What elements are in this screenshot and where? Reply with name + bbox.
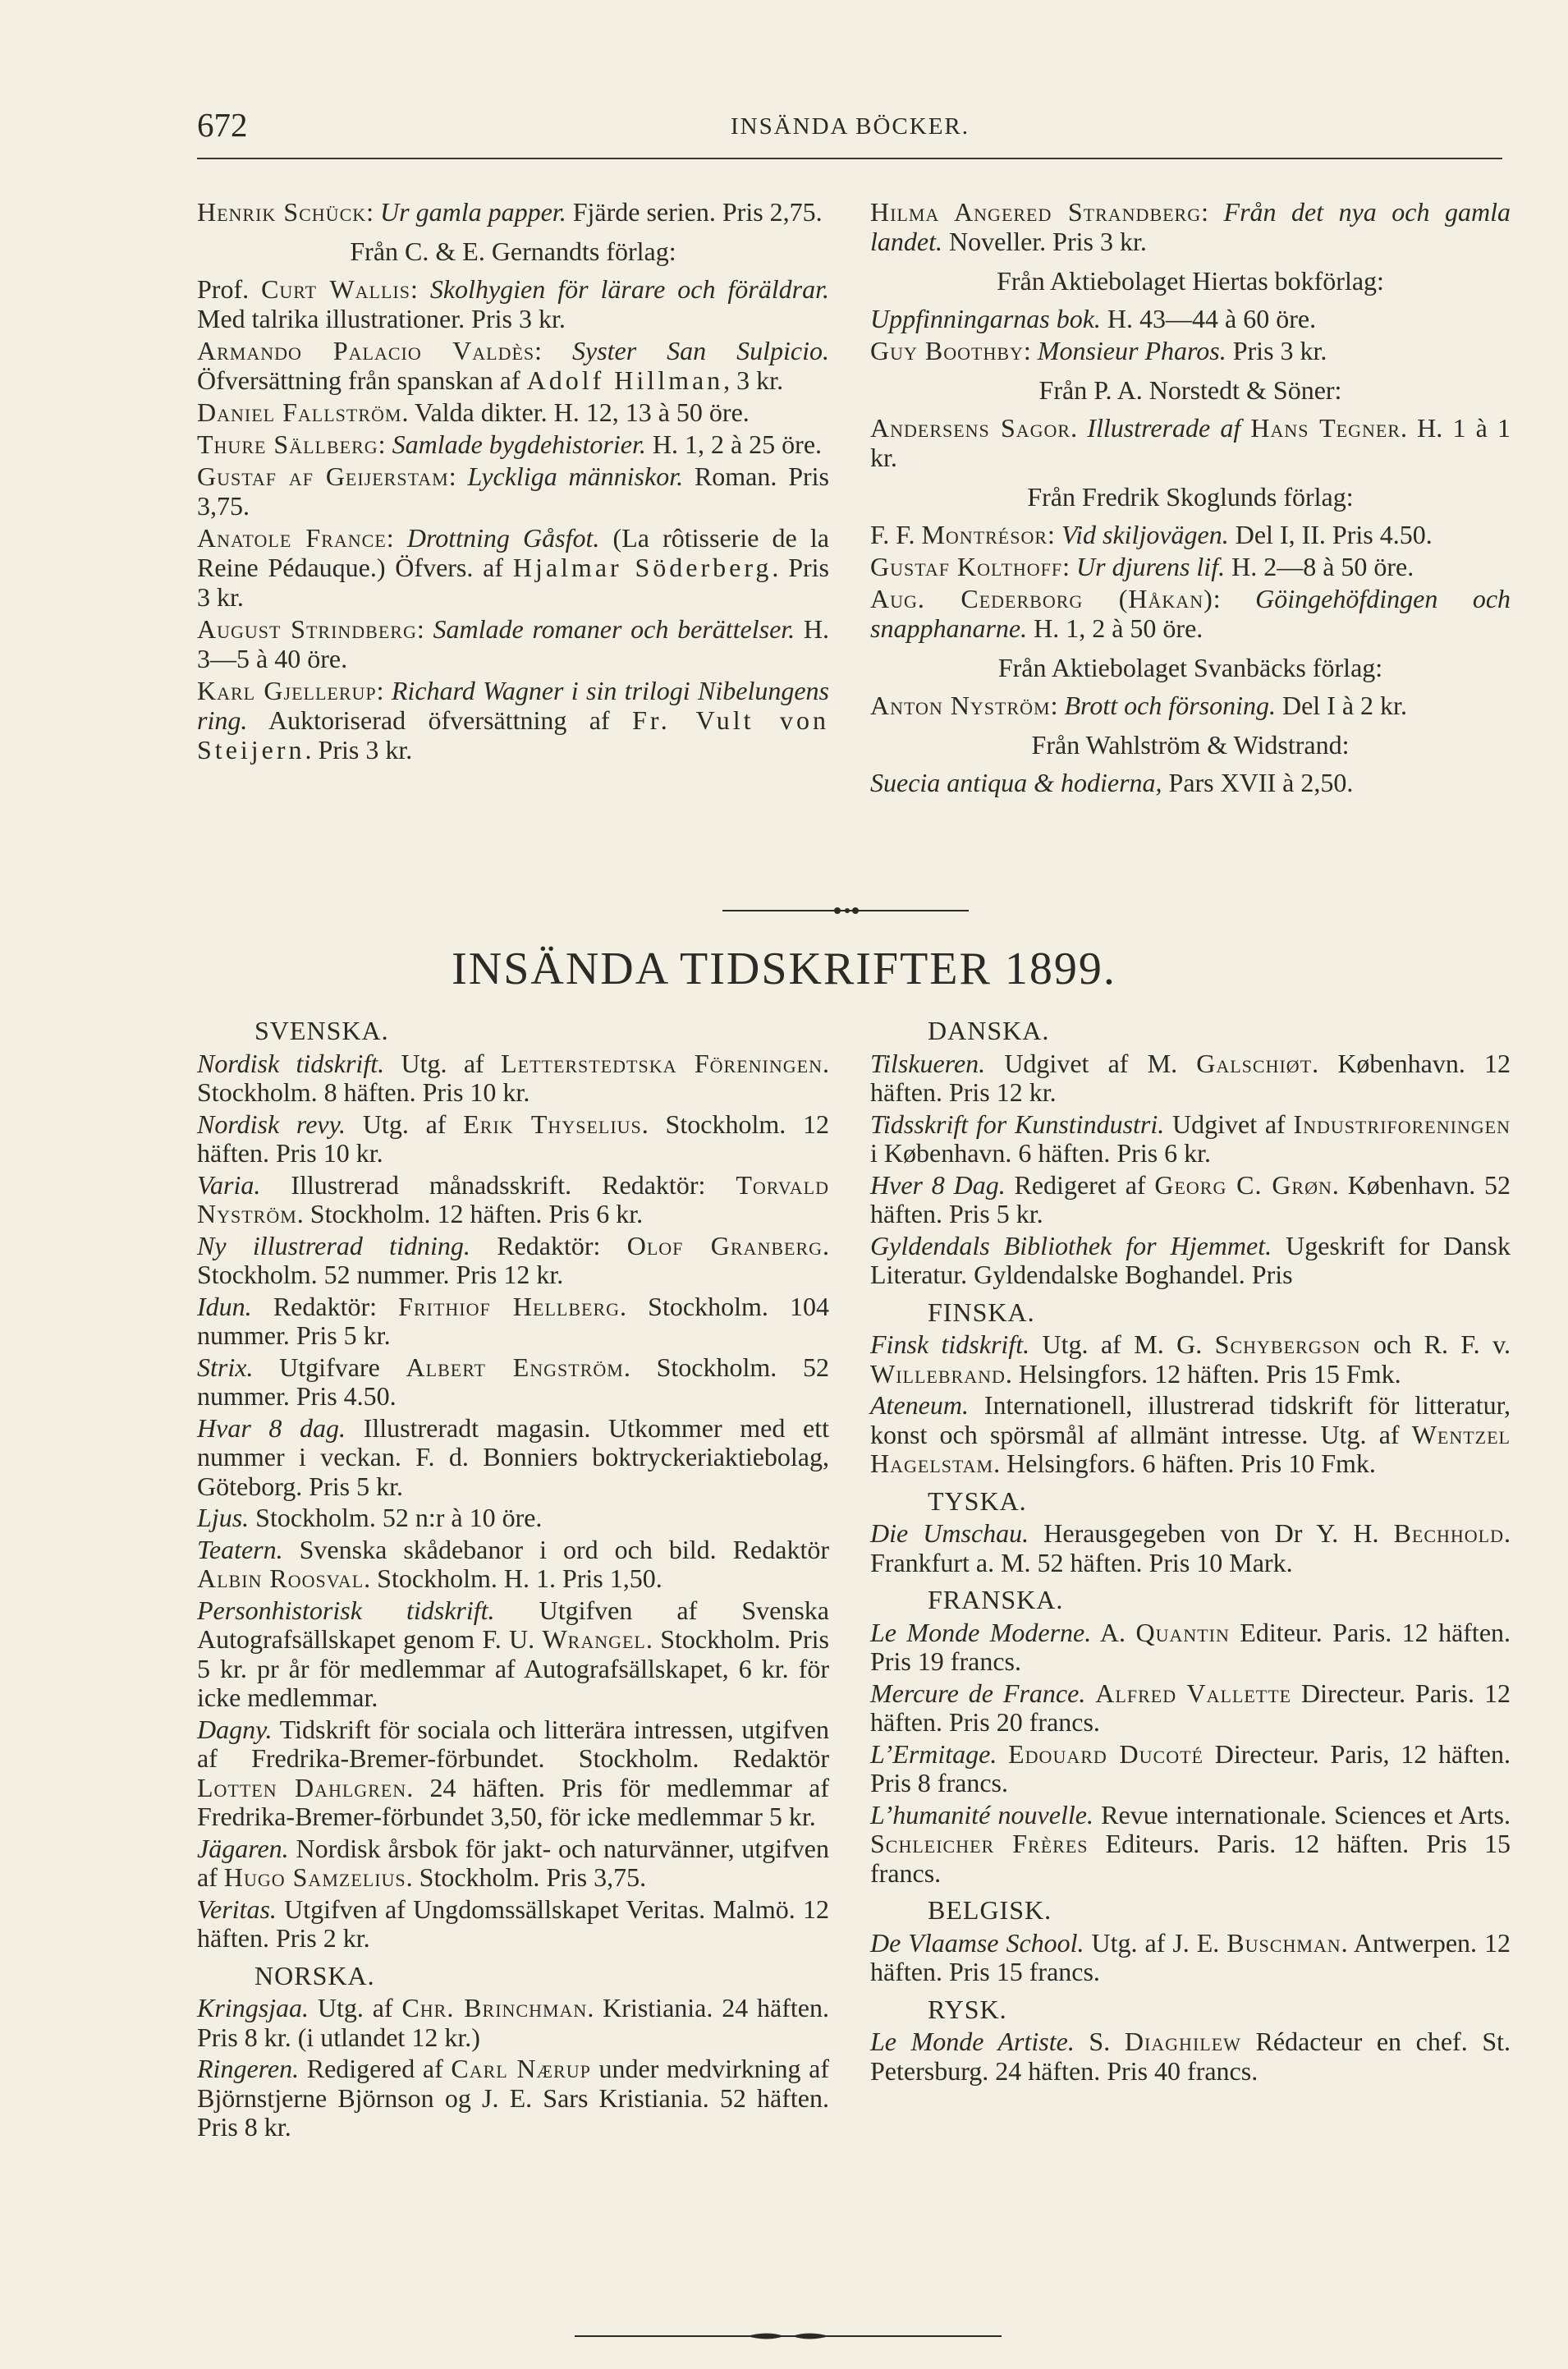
entry-text: Redigered af (299, 2054, 452, 2083)
book-entry (870, 552, 1511, 581)
entry-text: och R. F. v. (1360, 1329, 1511, 1359)
journal-entry (197, 1414, 829, 1502)
author-name: Albert Engström (406, 1352, 624, 1382)
author-name: Anatole France (197, 523, 387, 553)
journal-entry (197, 1504, 829, 1533)
work-title: Monsieur Pharos. (1037, 336, 1226, 365)
book-entry (870, 768, 1511, 797)
entry-text: : (376, 676, 392, 705)
entry-text: . København. 52 häften. Pris 5 kr. (870, 1169, 1511, 1228)
journals-column-right (870, 1008, 1511, 2088)
author-name: Bechhold (1393, 1518, 1505, 1548)
entry-text: : (416, 614, 433, 644)
author-name: Albin Roosval (197, 1563, 364, 1593)
entry-text: Utg. af (309, 1993, 402, 2022)
author-name: Quantin (1135, 1617, 1230, 1647)
entry-text: Redigeret af (1005, 1169, 1155, 1200)
work-title: L’humanité nouvelle. (870, 1799, 1093, 1830)
entry-text: . Stockholm. 52 nummer. Pris 4.50. (197, 1352, 829, 1411)
entry-text: Öfversättning från spanskan af (197, 365, 527, 395)
author-name: Carl Nærup (451, 2054, 591, 2083)
entry-text: Utg. af J. E. (1084, 1927, 1227, 1958)
author-name: Curt Wallis (261, 274, 410, 304)
work-title: Veritas. (197, 1894, 277, 1924)
entry-text: Illustreradt magasin. Utkommer med ett nummer i veckan. F. d. Bonniers boktryckeriaktiebolag, Göteborg. Pris 5 kr. (197, 1412, 829, 1501)
author-name: Schybergson (1214, 1329, 1361, 1359)
work-title: Jägaren. (197, 1833, 289, 1863)
work-title: Samlade romaner och berättelser. (433, 614, 795, 644)
entry-text: A. (1091, 1617, 1136, 1647)
entry-text: : (1213, 584, 1256, 613)
work-title: Strix. (197, 1352, 254, 1382)
book-entry (870, 336, 1511, 365)
section-heading: INSÄNDA TIDSKRIFTER 1899. (452, 943, 1116, 994)
entry-text: Auktoriserad öfversättning af (247, 705, 633, 735)
country-heading: TYSKA. (928, 1485, 1027, 1516)
entry-text: . Valda dikter. H. 12, 13 à 50 öre. (401, 397, 750, 427)
publisher-heading: Från Aktiebolaget Svanbäcks förlag: (997, 653, 1383, 682)
country-heading: FRANSKA. (928, 1585, 1064, 1614)
author-name: Gustaf Kolthoff (870, 552, 1063, 581)
entry-text: , 3 kr. (723, 365, 784, 395)
author-name: Anton Nyström (870, 691, 1051, 720)
author-name: Henrik Schück (197, 197, 367, 227)
entry-text: S. (1074, 2027, 1125, 2056)
entry-text: . 24 häften. Pris för medlemmar af Fredrika-Bremer-förbundet 3,50, för icke medlemmar 5 kr. (197, 1772, 830, 1831)
country-heading: BELGISK. (928, 1895, 1052, 1925)
country-heading: FINSKA. (928, 1297, 1035, 1327)
work-title: Samlade bygdehistorier. (392, 429, 646, 459)
entry-text: Stockholm. 52 n:r à 10 öre. (249, 1503, 543, 1532)
work-title: Teatern. (197, 1534, 283, 1564)
journal-entry (870, 1232, 1511, 1290)
entry-text: under medvirkning af Björnstjerne Björnson og J. E. Sars Kristiania. 52 häften. Pris 8 kr. (197, 2054, 830, 2142)
running-header (197, 105, 1502, 145)
author-name: Galschiøt (1196, 1048, 1313, 1078)
translator-name: Fr. Vult von Steijern (197, 705, 829, 764)
author-name: Guy Boothby (870, 336, 1024, 365)
author-name: Aug. Cederborg (Håkan) (870, 584, 1213, 613)
end-ornament (575, 2328, 1002, 2344)
journal-entry (870, 1171, 1511, 1229)
work-title: Illustrerade af (1087, 413, 1241, 443)
entry-text (1240, 413, 1250, 443)
entry-text: Fjärde serien. Pris 2,75. (566, 197, 823, 227)
work-title: Richard Wagner i sin trilogi Nibelungens ring. (197, 676, 829, 735)
journal-entry (870, 1801, 1511, 1889)
entry-text: Med talrika illustrationer. Pris 3 kr. (197, 304, 566, 333)
entry-text: : (1201, 197, 1224, 227)
entry-text: . Helsingfors. 6 häften. Pris 10 Fmk. (993, 1448, 1376, 1478)
journal-entry (197, 1171, 829, 1229)
entry-text: H. 1, 2 à 50 öre. (1027, 613, 1204, 643)
book-entry (197, 429, 829, 459)
work-title: Tilskueren. (870, 1048, 986, 1078)
running-title: INSÄNDA BÖCKER. (731, 113, 970, 140)
books-column-right (870, 197, 1511, 800)
entry-text: Pris 3 kr. (1226, 336, 1327, 365)
entry-text: Utg. af (346, 1109, 464, 1139)
work-title: Lyckliga människor. (467, 461, 684, 491)
author-name: Diaghilew (1124, 2027, 1241, 2056)
entry-text: : (1062, 552, 1077, 581)
work-title: Mercure de France. (870, 1678, 1086, 1708)
work-title: De Vlaamse School. (870, 1927, 1084, 1958)
entry-text: : (1023, 336, 1038, 365)
author-name: Industriforeningen (1293, 1109, 1511, 1139)
author-name: Hugo Samzelius (223, 1862, 406, 1892)
author-name: Edouard Ducoté (1008, 1738, 1204, 1769)
entry-text (1085, 1678, 1095, 1708)
translator-name: Adolf Hillman (526, 365, 724, 395)
work-title: Idun. (197, 1291, 252, 1321)
entry-text: . Stockholm. 104 nummer. Pris 5 kr. (197, 1291, 830, 1350)
work-title: Personhistorisk tidskrift. (197, 1595, 495, 1625)
entry-text: Utg. af M. G. (1029, 1329, 1215, 1359)
journal-entry (870, 2027, 1511, 2086)
entry-text: Ugeskrift for Dansk Literatur. Gyldendalske Boghandel. Pris (870, 1230, 1511, 1289)
work-title: Finsk tidskrift. (870, 1329, 1030, 1359)
author-name: Armando Palacio Valdès (197, 336, 535, 365)
work-title: Vid skiljovägen. (1061, 520, 1229, 549)
author-name: Schleicher Frères (870, 1829, 1089, 1858)
entry-text: (La rôtisserie de la Reine Pédauque.) Öfvers. af (197, 523, 829, 582)
journal-entry (197, 1895, 829, 1954)
author-name: Georg C. Grøn (1154, 1169, 1332, 1200)
entry-text: . Stockholm. 12 häften. Pris 10 kr. (197, 1109, 830, 1168)
journal-entry (197, 1994, 829, 2052)
entry-text: Herausgegeben von Dr Y. H. (1029, 1518, 1394, 1548)
entry-text: . Stockholm. Pris 3,75. (406, 1862, 647, 1892)
work-title: Skolhygien för lärare och föräldrar. (429, 274, 829, 304)
entry-text (997, 1739, 1008, 1769)
entry-text: . København. 12 häften. Pris 12 kr. (870, 1048, 1511, 1107)
entry-text: Revue internationale. Sciences et Arts. (1093, 1799, 1511, 1830)
book-entry (870, 691, 1511, 720)
work-title: L’Ermitage. (870, 1738, 997, 1769)
journal-entry (870, 1330, 1511, 1389)
author-name: Lotten Dahlgren (197, 1772, 407, 1802)
entry-text: Prof. (197, 274, 262, 304)
journal-entry (197, 2055, 829, 2142)
book-entry (197, 461, 829, 521)
entry-text: : (1048, 520, 1061, 549)
country-heading: RYSK. (928, 1994, 1007, 2024)
entry-text: Editeurs. Paris. 12 häften. Pris 15 francs. (870, 1829, 1511, 1888)
author-name: Buschman (1226, 1927, 1341, 1958)
books-column-left (197, 197, 829, 767)
entry-text: F. F. (870, 520, 922, 549)
author-name: Alfred Vallette (1095, 1678, 1292, 1708)
journal-entry (870, 1519, 1511, 1577)
country-heading: NORSKA. (254, 1960, 375, 1990)
author-name: Hilma Angered Strandberg (870, 197, 1202, 227)
work-title: Kringsjaa. (197, 1993, 309, 2022)
entry-text: Directeur. Paris, 12 häften. Pris 8 francs. (870, 1738, 1511, 1797)
author-name: Hans Tegner (1250, 413, 1401, 443)
entry-text: . Kristiania. 24 häften. Pris 8 kr. (i utlandet 12 kr.) (197, 1993, 830, 2052)
entry-text: : (410, 274, 430, 304)
author-name: Wentzel Hagelstam (870, 1419, 1511, 1478)
entry-text: H. 43—44 à 60 öre. (1100, 304, 1317, 333)
work-title: Göingehöfdingen och snapphanarne. (870, 584, 1511, 643)
author-name: Thure Sällberg (197, 429, 378, 459)
entry-text: Utg. af (384, 1048, 502, 1078)
journal-entry (870, 1618, 1511, 1677)
author-name: Olof Granberg (626, 1230, 823, 1260)
work-title: Suecia antiqua & hodierna, (870, 768, 1162, 797)
entry-text: Internationell, illustrerad tidskrift för litteratur, konst och spörsmål af allmänt intresse. Utg. af (870, 1390, 1511, 1449)
work-title: Syster San Sulpicio. (572, 336, 830, 365)
entry-text: Redaktör: (251, 1291, 399, 1321)
entry-text: . Stockholm. 12 häften. Pris 6 kr. (296, 1199, 644, 1228)
entry-text: : (378, 429, 392, 459)
entry-text: Del I à 2 kr. (1275, 691, 1407, 720)
work-title: Hver 8 Dag. (870, 1169, 1006, 1200)
country-heading: SVENSKA. (254, 1016, 389, 1045)
header-rule (197, 158, 1502, 159)
entry-text: . Stockholm. Pris 5 kr. pr år för medlemmar af Autografsällskapet, 6 kr. för icke medlemmar. (197, 1624, 829, 1712)
entry-text: Directeur. Paris. 12 häften. Pris 20 francs. (870, 1678, 1511, 1737)
entry-text: H. 3—5 à 40 öre. (197, 614, 830, 673)
entry-text: i København. 6 häften. Pris 6 kr. (870, 1138, 1212, 1168)
work-title: Dagny. (197, 1714, 273, 1744)
entry-text: Tidskrift för sociala och litterära intressen, utgifven af Fredrika-Bremer-förbundet. Stockholm. Redaktör (197, 1714, 829, 1773)
author-name: August Strindberg (197, 614, 417, 644)
journal-entry (197, 1715, 829, 1832)
entry-text: . Stockholm. 52 nummer. Pris 12 kr. (197, 1230, 830, 1289)
book-entry (870, 520, 1511, 549)
author-name: Letterstedtska Föreningen (501, 1048, 823, 1078)
author-name: Montrésor (921, 520, 1048, 549)
entry-text: . (1071, 413, 1088, 443)
page-number: 672 (197, 106, 248, 144)
author-name: Willebrand (870, 1358, 1006, 1389)
entry-text: Udgivet af M. (985, 1048, 1197, 1078)
book-entry (197, 523, 829, 612)
author-name: Karl Gjellerup (197, 676, 377, 705)
work-title: Ateneum. (870, 1390, 969, 1420)
entry-text: : (366, 197, 381, 227)
journal-entry (870, 1929, 1511, 1987)
author-name: Daniel Fallström (197, 397, 402, 427)
publisher-heading: Från Aktiebolaget Hiertas bokförlag: (997, 266, 1384, 296)
work-title: Ringeren. (197, 2054, 300, 2083)
entry-text: . Pris 3 kr. (197, 553, 829, 612)
journal-entry (870, 1110, 1511, 1168)
entry-text: H. 2—8 à 50 öre. (1225, 552, 1414, 581)
work-title: Ny illustrerad tidning. (197, 1230, 470, 1260)
work-title: Hvar 8 dag. (197, 1412, 346, 1443)
journal-entry (197, 1536, 829, 1594)
entry-text: Roman. Pris 3,75. (197, 461, 830, 521)
entry-text: : (386, 523, 407, 553)
work-title: Gyldendals Bibliothek for Hjemmet. (870, 1230, 1272, 1260)
publisher-heading: Från P. A. Norstedt & Söner: (1038, 375, 1342, 405)
entry-text: . Frankfurt a. M. 52 häften. Pris 10 Mark. (870, 1518, 1511, 1577)
journal-entry (197, 1049, 829, 1108)
publisher-heading: Från C. & E. Gernandts förlag: (350, 236, 676, 266)
work-title: Ljus. (197, 1503, 250, 1532)
publisher-heading: Från Wahlström & Widstrand: (1031, 730, 1350, 760)
entry-text: . Pris 3 kr. (305, 735, 413, 764)
journals-column-left (197, 1008, 829, 2145)
work-title: Le Monde Moderne. (870, 1617, 1092, 1647)
journal-entry (197, 1834, 829, 1893)
entry-text: . Stockholm. 8 häften. Pris 10 kr. (197, 1048, 829, 1107)
work-title: Le Monde Artiste. (870, 2027, 1075, 2056)
entry-text: Utgifven af Ungdomssällskapet Veritas. Malmö. 12 häften. Pris 2 kr. (197, 1894, 829, 1953)
work-title: Nordisk revy. (197, 1109, 346, 1139)
entry-text: Rédacteur en chef. St. Petersburg. 24 häften. Pris 40 francs. (870, 2027, 1511, 2086)
work-title: Varia. (197, 1169, 261, 1200)
author-name: Torvald Nyström (197, 1169, 829, 1228)
journal-entry (197, 1110, 829, 1168)
entry-text: H. 1, 2 à 25 öre. (645, 429, 823, 459)
entry-text: Svenska skådebanor i ord och bild. Redaktör (282, 1534, 829, 1564)
book-entry (197, 274, 829, 333)
book-entry (197, 336, 829, 395)
book-entry (197, 197, 829, 227)
journal-entry (870, 1740, 1511, 1798)
entry-text: Noveller. Pris 3 kr. (942, 227, 1147, 256)
entry-text: Utgifvare (253, 1352, 406, 1382)
entry-text: Illustrerad månadsskrift. Redaktör: (260, 1169, 736, 1200)
journal-entry (870, 1679, 1511, 1738)
author-name: Frithiof Hellberg (398, 1291, 621, 1321)
section-ornament (722, 905, 969, 916)
work-title: Uppfinningarnas bok. (870, 304, 1101, 333)
entry-text: . Antwerpen. 12 häften. Pris 15 francs. (870, 1927, 1511, 1986)
work-title: Ur gamla papper. (380, 197, 566, 227)
author-name: Wrangel (542, 1624, 646, 1654)
book-entry (870, 304, 1511, 333)
entry-text: : (448, 461, 468, 491)
publisher-heading: Från Fredrik Skoglunds förlag: (1027, 482, 1354, 512)
work-title: Die Umschau. (870, 1518, 1029, 1548)
work-title: Nordisk tidskrift. (197, 1048, 385, 1078)
entry-text: . H. 1 à 1 kr. (870, 413, 1511, 472)
book-entry (870, 197, 1511, 256)
author-name: Gustaf af Geijerstam (197, 461, 449, 491)
journal-entry (870, 1391, 1511, 1479)
journal-entry (197, 1353, 829, 1412)
entry-text: Redaktör: (470, 1230, 627, 1260)
entry-text: : (1050, 691, 1065, 720)
book-entry (870, 584, 1511, 643)
work-title: Brott och försoning. (1064, 691, 1276, 720)
entry-text: . Stockholm. H. 1. Pris 1,50. (364, 1563, 663, 1593)
entry-text: Pars XVII à 2,50. (1162, 768, 1354, 797)
translator-name: Hjalmar Söderberg (512, 553, 773, 582)
work-title: Från det nya och gamla landet. (870, 197, 1511, 256)
entry-text: Nordisk årsbok för jakt- och naturvänner, utgifven af (197, 1833, 829, 1892)
entry-text: Del I, II. Pris 4.50. (1228, 520, 1433, 549)
entry-text: Editeur. Paris. 12 häften. Pris 19 francs. (870, 1617, 1511, 1676)
journal-entry (870, 1049, 1511, 1108)
work-title: Tidsskrift for Kunstindustri. (870, 1109, 1165, 1139)
author-name: Andersens Sagor (870, 413, 1071, 443)
entry-text: Udgivet af (1164, 1109, 1294, 1139)
work-title: Drottning Gåsfot. (406, 523, 600, 553)
book-entry (197, 614, 829, 673)
book-entry (197, 676, 829, 764)
journal-entry (197, 1292, 829, 1351)
journal-entry (197, 1232, 829, 1290)
country-heading: DANSKA. (928, 1016, 1050, 1045)
entry-text: Utgifven af Svenska Autografsällskapet genom F. U. (197, 1595, 830, 1654)
work-title: Ur djurens lif. (1076, 552, 1226, 581)
book-entry (870, 413, 1511, 472)
journal-entry (197, 1596, 829, 1713)
entry-text: : (534, 336, 572, 365)
book-entry (197, 397, 829, 427)
author-name: Chr. Brinchman (401, 1993, 588, 2022)
entry-text: . Helsingfors. 12 häften. Pris 15 Fmk. (1005, 1358, 1401, 1389)
author-name: Erik Thyselius (463, 1109, 642, 1139)
